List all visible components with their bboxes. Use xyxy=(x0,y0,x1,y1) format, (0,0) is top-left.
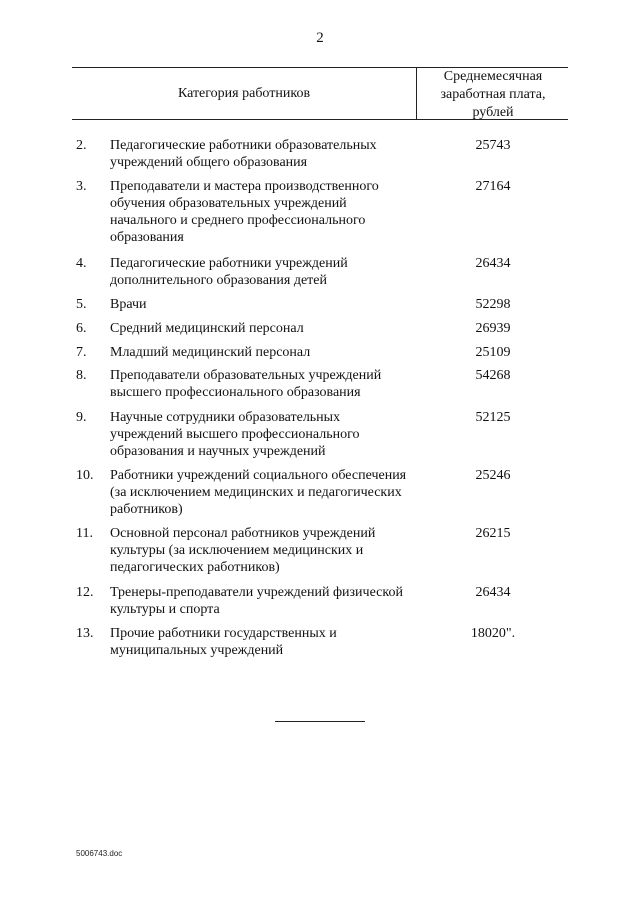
column-header-category: Категория работников xyxy=(177,86,311,101)
table-header-column-divider xyxy=(416,67,417,119)
row-category: Средний медицинский персонал xyxy=(110,321,304,336)
row-number: 5. xyxy=(76,297,87,312)
table-row xyxy=(0,178,640,255)
row-category: Работники учреждений социального обеспечения (за исключением медицинских и педагогических работников) xyxy=(110,468,407,517)
row-salary: 26434 xyxy=(475,256,511,271)
table-row xyxy=(0,625,640,666)
row-salary: 54268 xyxy=(475,368,511,383)
table-row xyxy=(0,467,640,525)
table-row xyxy=(0,525,640,584)
row-salary: 25743 xyxy=(475,138,511,153)
table-row xyxy=(0,320,640,344)
table-row xyxy=(0,344,640,367)
table-body xyxy=(0,137,640,666)
row-salary: 18020". xyxy=(470,626,516,641)
row-number: 10. xyxy=(76,468,94,483)
row-category: Преподаватели образовательных учреждений высшего профессионального образования xyxy=(110,368,382,400)
row-number: 8. xyxy=(76,368,87,383)
row-category: Основной персонал работников учреждений культуры (за исключением медицинских и педагогических работников) xyxy=(110,526,376,575)
row-salary: 26215 xyxy=(475,526,511,541)
row-category: Преподаватели и мастера производственного обучения образовательных учреждений начального и среднего профессионального образования xyxy=(110,179,379,245)
row-category: Научные сотрудники образовательных учреждений высшего профессионального образования и научных учреждений xyxy=(110,410,360,459)
row-category: Младший медицинский персонал xyxy=(110,345,311,360)
row-number: 3. xyxy=(76,179,87,194)
row-category: Врачи xyxy=(110,297,147,312)
table-row xyxy=(0,409,640,467)
row-salary: 27164 xyxy=(475,179,511,194)
row-number: 11. xyxy=(76,526,93,541)
table-row xyxy=(0,137,640,178)
row-number: 6. xyxy=(76,321,87,336)
page-number: 2 xyxy=(316,30,324,46)
column-header-salary: Среднемесячная заработная плата, рублей xyxy=(440,69,546,120)
document-id: 5006743.doc xyxy=(76,849,123,858)
row-salary: 26939 xyxy=(475,321,511,336)
row-number: 2. xyxy=(76,138,87,153)
row-salary: 25109 xyxy=(475,345,511,360)
row-number: 12. xyxy=(76,585,94,600)
row-number: 4. xyxy=(76,256,87,271)
row-number: 9. xyxy=(76,410,87,425)
end-of-document-rule xyxy=(275,721,365,722)
table-row xyxy=(0,584,640,625)
row-category: Педагогические работники образовательных учреждений общего образования xyxy=(110,138,377,170)
row-salary: 52125 xyxy=(475,410,511,425)
row-salary: 25246 xyxy=(475,468,511,483)
row-number: 7. xyxy=(76,345,87,360)
row-salary: 26434 xyxy=(475,585,511,600)
row-number: 13. xyxy=(76,626,94,641)
table-row xyxy=(0,255,640,296)
row-salary: 52298 xyxy=(475,297,511,312)
table-row xyxy=(0,367,640,409)
row-category: Прочие работники государственных и муниципальных учреждений xyxy=(110,626,337,658)
row-category: Педагогические работники учреждений дополнительного образования детей xyxy=(110,256,348,288)
table-row xyxy=(0,296,640,320)
row-category: Тренеры-преподаватели учреждений физической культуры и спорта xyxy=(110,585,403,617)
